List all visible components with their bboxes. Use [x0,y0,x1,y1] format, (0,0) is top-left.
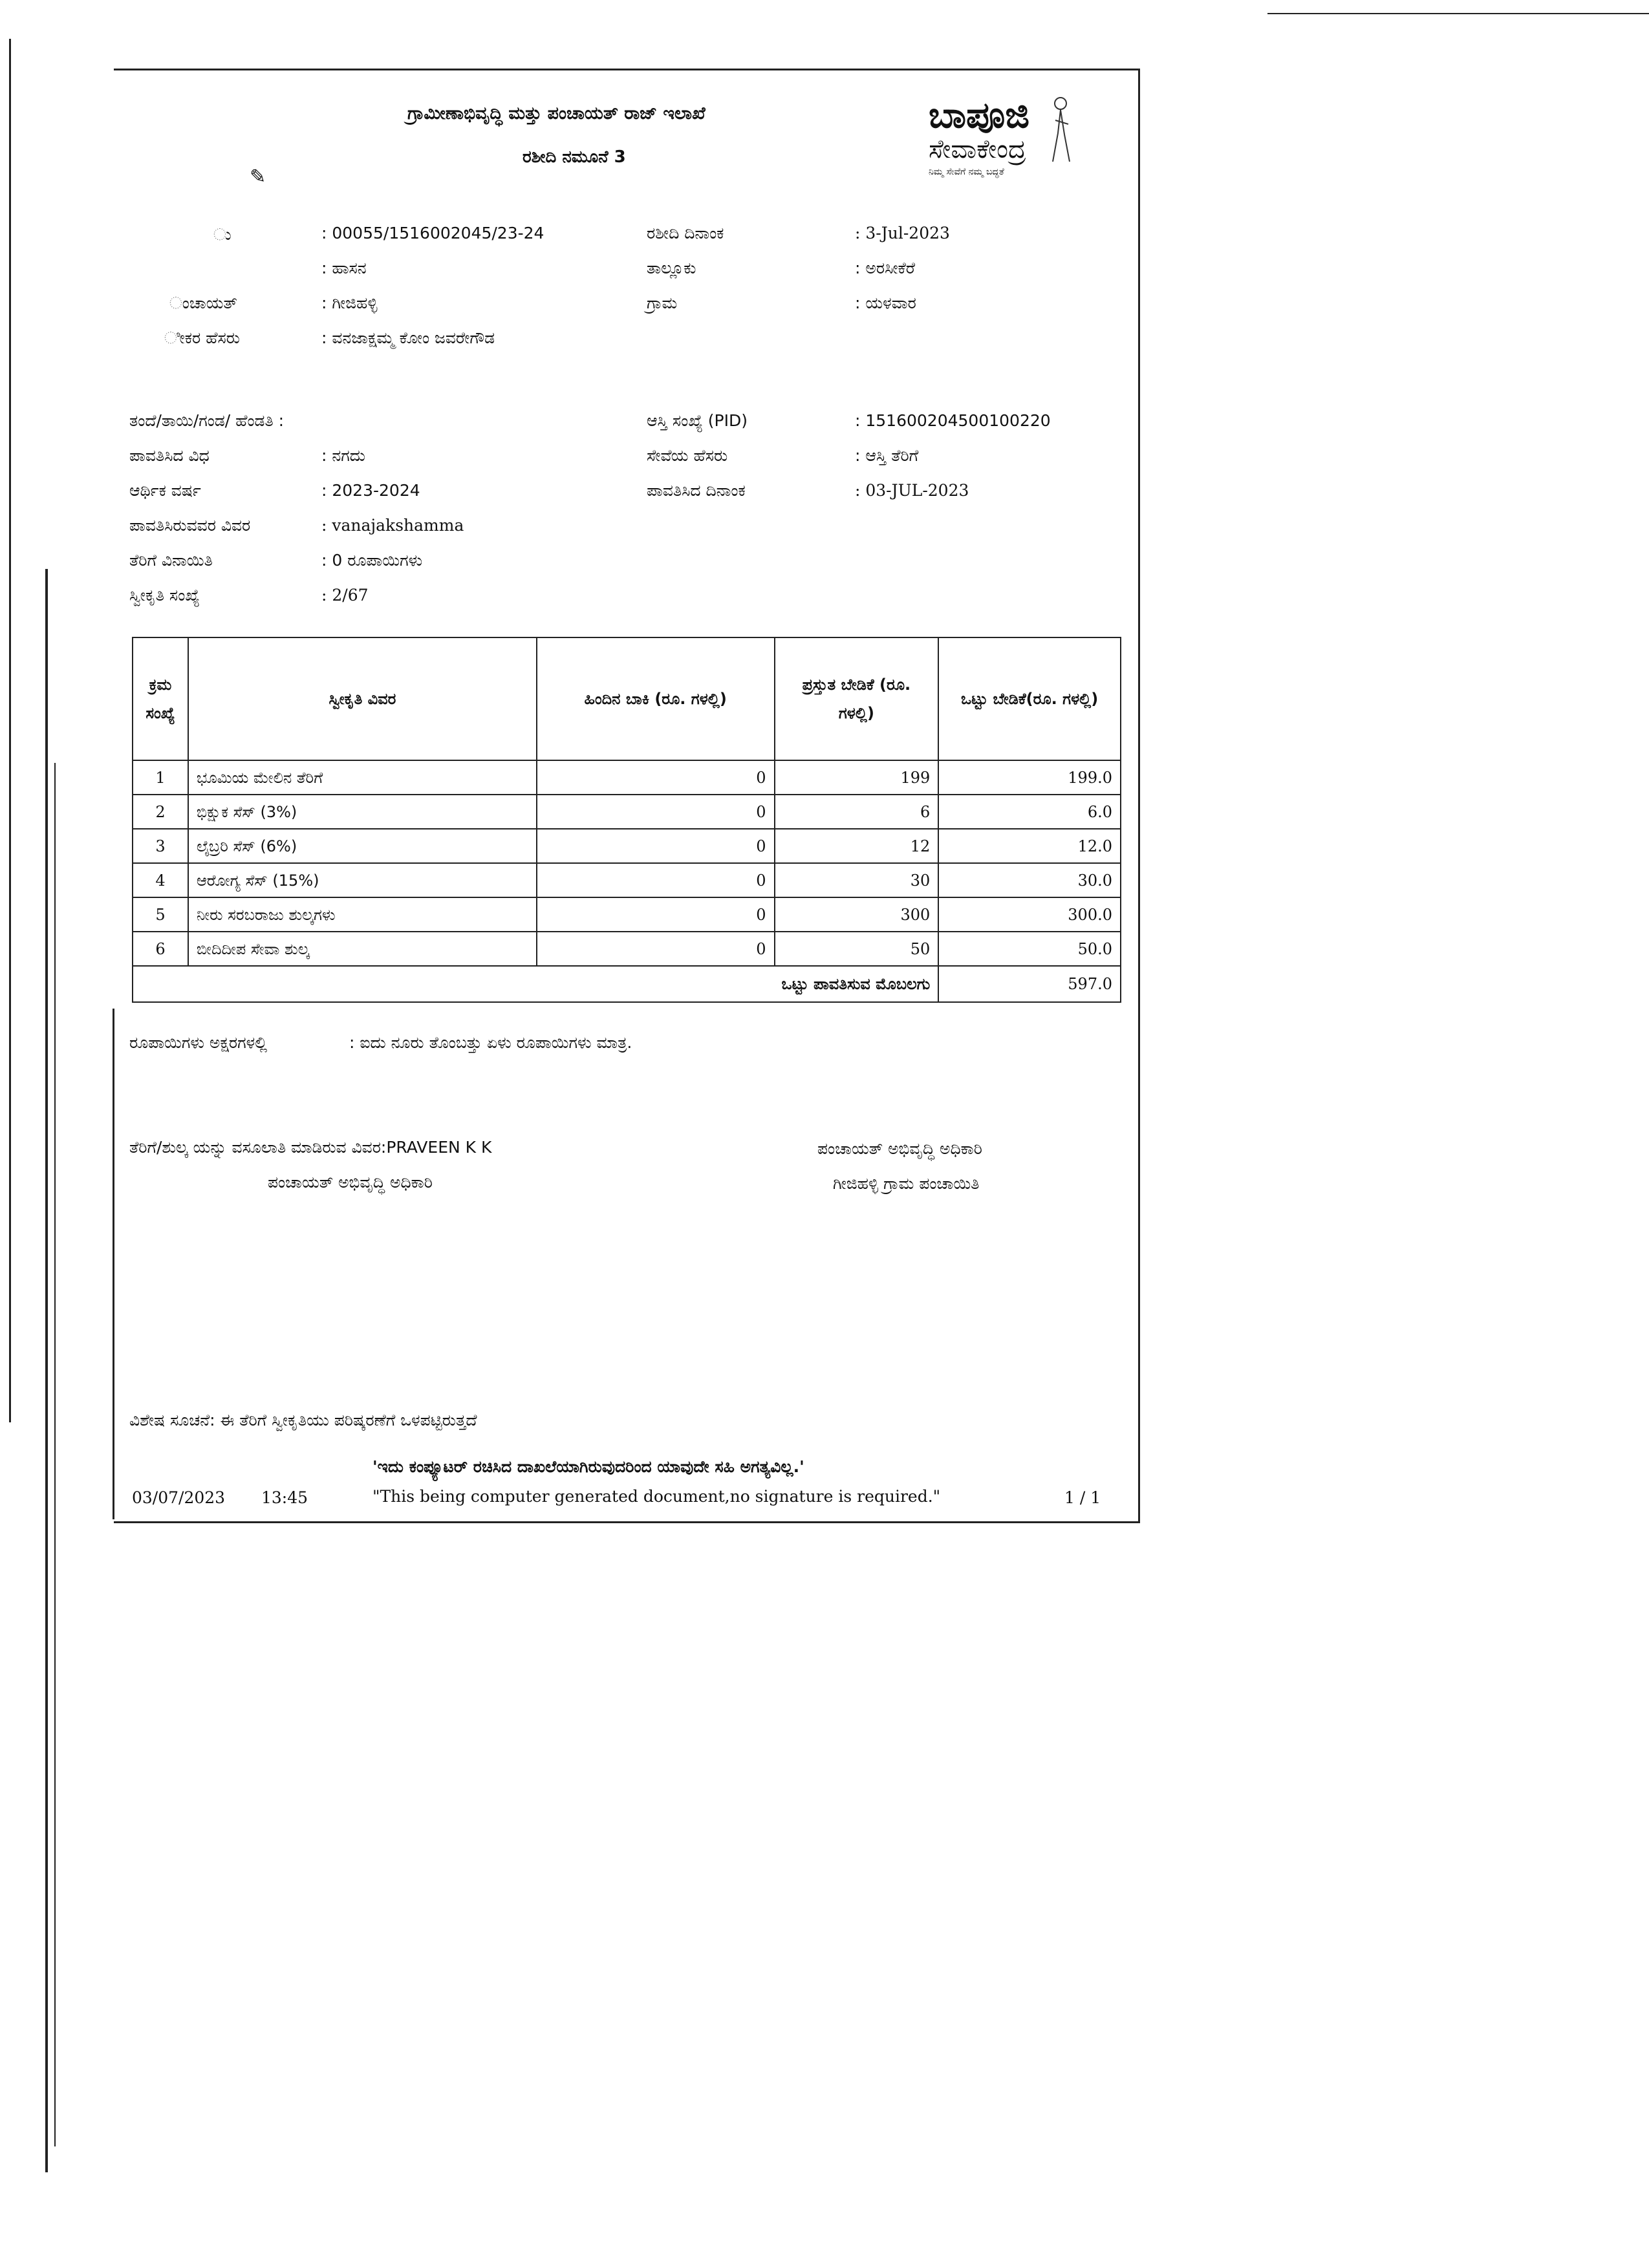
taluk-value: : ಅರಸೀಕೆರೆ [855,259,916,277]
officer-office: ಗೀಜಿಹಳ್ಳಿ ಗ್ರಾಮ ಪಂಚಾಯಿತಿ [833,1174,980,1193]
row-previous: 0 [537,932,775,966]
row-total: 30.0 [938,863,1121,897]
pid-label: ಆಸ್ತಿ ಸಂಖ್ಯೆ (PID) [647,411,748,430]
paid-date-value: : 03-JUL-2023 [855,481,969,500]
row-previous: 0 [537,897,775,932]
row-previous: 0 [537,863,775,897]
row-current: 6 [775,795,939,829]
table-row [133,863,1121,897]
row-current: 12 [775,829,939,863]
receipt-date-value: : 3-Jul-2023 [855,224,950,242]
row-previous: 0 [537,795,775,829]
exemption-value: : 0 ರೂಪಾಯಿಗಳು [321,551,423,570]
row-description: ಭೂಮಿಯ ಮೇಲಿನ ತೆರಿಗೆ [188,760,537,795]
row-description: ಬೀದಿದೀಪ ಸೇವಾ ಶುಲ್ಕ [188,932,537,966]
row-current: 199 [775,760,939,795]
service-value: : ಆಸ್ತಿ ತೆರಿಗೆ [855,446,919,465]
receipt-count-value: : 2/67 [321,586,369,604]
row-serial: 6 [133,932,188,966]
row-current: 50 [775,932,939,966]
pid-value: : 151600204500100220 [855,411,1051,430]
row-previous: 0 [537,829,775,863]
header-description: ಸ್ವೀಕೃತಿ ವಿವರ [188,637,537,760]
collector-designation: ಪಂಚಾಯತ್ ಅಭಿವೃದ್ಧಿ ಅಧಿಕಾರಿ [268,1173,433,1192]
row-total: 199.0 [938,760,1121,795]
payer-label: ಪಾವತಿಸಿರುವವರ ವಿವರ [129,516,251,535]
owner-value: : ವನಜಾಕ್ಷಮ್ಮ ಕೋಂ ಜವರೇಗೌಡ [321,328,495,347]
logo-tagline: ನಿಮ್ಮ ಸೇವೆಗೆ ನಮ್ಮ ಬದ್ಧತೆ [929,167,1004,177]
header-serial: ಕ್ರಮ ಸಂಖ್ಯೆ [133,637,188,760]
service-label: ಸೇವೆಯ ಹೆಸರು [647,446,728,465]
row-description: ನೀರು ಸರಬರಾಜು ಶುಲ್ಕಗಳು [188,897,537,932]
payer-value: : vanajakshamma [321,516,464,535]
print-date: 03/07/2023 [132,1488,226,1507]
panchayat-value: : ಗೀಜಿಹಳ್ಳಿ [321,294,378,312]
receipt-frame-left-edge [113,1009,114,1519]
department-title: ಗ್ರಾಮೀಣಾಭಿವೃದ್ಧಿ ಮತ್ತು ಪಂಚಾಯತ್ ರಾಜ್ ಇಲಾಖೆ [407,103,706,123]
tax-items-table [132,637,1121,1003]
receipt-date-label: ರಶೀದಿ ದಿನಾಂಕ [647,224,724,242]
exemption-label: ತೆರಿಗೆ ವಿನಾಯಿತಿ [129,551,213,570]
row-current: 300 [775,897,939,932]
table-row [133,829,1121,863]
table-row [133,932,1121,966]
collector-line: ತೆರಿಗೆ/ಶುಲ್ಕ ಯನ್ನು ವಸೂಲಾತಿ ಮಾಡಿರುವ ವಿವರ:PRAVEEN K K [129,1138,492,1157]
scan-edge-line-left-outer [45,569,48,2172]
table-row [133,795,1121,829]
payment-mode-label: ಪಾವತಿಸಿದ ವಿಧ [129,446,210,465]
district-value: : ಹಾಸನ [321,259,367,277]
row-current: 30 [775,863,939,897]
row-serial: 2 [133,795,188,829]
fin-year-label: ಆರ್ಥಿಕ ವರ್ಷ [129,481,201,500]
row-description: ಆರೋಗ್ಯ ಸೆಸ್ (15%) [188,863,537,897]
panchayat-label: ಂಚಾಯತ್ [169,294,237,312]
row-previous: 0 [537,760,775,795]
header-previous: ಹಿಂದಿನ ಬಾಕಿ (ರೂ. ಗಳಲ್ಲಿ) [537,637,775,760]
table-row [133,897,1121,932]
table-row [133,760,1121,795]
logo-subtitle: ಸೇವಾಕೇಂದ್ರ [929,134,1026,164]
gandhi-figure-icon [1041,94,1080,166]
officer-title: ಪಂಚಾಯತ್ ಅಭಿವೃದ್ಧಿ ಅಧಿಕಾರಿ [817,1139,982,1158]
row-serial: 5 [133,897,188,932]
header-current: ಪ್ರಸ್ತುತ ಬೇಡಿಕೆ (ರೂ. ಗಳಲ್ಲಿ) [775,637,939,760]
payment-mode-value: : ನಗದು [321,446,365,465]
special-note: ವಿಶೇಷ ಸೂಚನೆ: ಈ ತೆರಿಗೆ ಸ್ವೀಕೃತಿಯು ಪರಿಷ್ಕರಣೆಗೆ ಒಳಪಟ್ಟಿರುತ್ತದೆ [129,1411,477,1429]
header-total: ಒಟ್ಟು ಬೇಡಿಕೆ(ರೂ. ಗಳಲ್ಲಿ) [938,637,1121,760]
print-time: 13:45 [261,1488,308,1507]
receipt-no-label: ು [213,225,232,244]
amount-words-value: : ಐದು ನೂರು ತೊಂಬತ್ತು ಏಳು ರೂಪಾಯಿಗಳು ಮಾತ್ರ. [349,1033,632,1052]
table-header-row [133,637,1121,760]
row-serial: 1 [133,760,188,795]
scan-edge-line-top [1267,13,1649,14]
fin-year-value: : 2023-2024 [321,481,420,500]
row-total: 50.0 [938,932,1121,966]
row-total: 12.0 [938,829,1121,863]
receipt-count-label: ಸ್ವೀಕೃತಿ ಸಂಖ್ಯೆ [129,586,200,604]
form-title: ರಶೀದಿ ನಮೂನೆ 3 [523,147,626,167]
english-disclaimer: "This being computer generated document,no signature is required." [372,1487,941,1506]
logo-title: ಬಾಪೂಜಿ [929,94,1029,136]
village-value: : ಯಳವಾರ [855,294,916,312]
father-label: ತಂದೆ/ತಾಯಿ/ಗಂಡ/ ಹೆಂಡತಿ : [129,411,285,430]
row-total: 300.0 [938,897,1121,932]
total-value: 597.0 [938,966,1121,1002]
table-total-row [133,966,1121,1002]
scan-edge-line-left-inner [54,763,56,2146]
row-serial: 3 [133,829,188,863]
receipt-no-value: : 00055/1516002045/23-24 [321,224,544,242]
row-total: 6.0 [938,795,1121,829]
amount-words-label: ರೂಪಾಯಿಗಳು ಅಕ್ಷರಗಳಲ್ಲಿ [129,1033,268,1052]
village-label: ಗ್ರಾಮ [647,294,678,312]
pen-mark-icon: ✎ [250,166,266,188]
row-description: ಭಿಕ್ಷುಕ ಸೆಸ್ (3%) [188,795,537,829]
page-number: 1 / 1 [1064,1488,1101,1507]
paid-date-label: ಪಾವತಿಸಿದ ದಿನಾಂಕ [647,481,746,500]
taluk-label: ತಾಲ್ಲೂಕು [647,259,696,277]
row-serial: 4 [133,863,188,897]
scan-edge-line-left [9,39,11,1422]
row-description: ಲೈಬ್ರರಿ ಸೆಸ್ (6%) [188,829,537,863]
owner-label: ೀಕರ ಹೆಸರು [164,328,240,347]
kannada-disclaimer: 'ಇದು ಕಂಪ್ಯೂಟರ್ ರಚಿಸಿದ ದಾಖಲೆಯಾಗಿರುವುದರಿಂದ ಯಾವುದೇ ಸಹಿ ಅಗತ್ಯವಿಲ್ಲ.' [372,1457,804,1476]
total-label: ಒಟ್ಟು ಪಾವತಿಸುವ ಮೊಬಲಗು [133,966,938,1002]
